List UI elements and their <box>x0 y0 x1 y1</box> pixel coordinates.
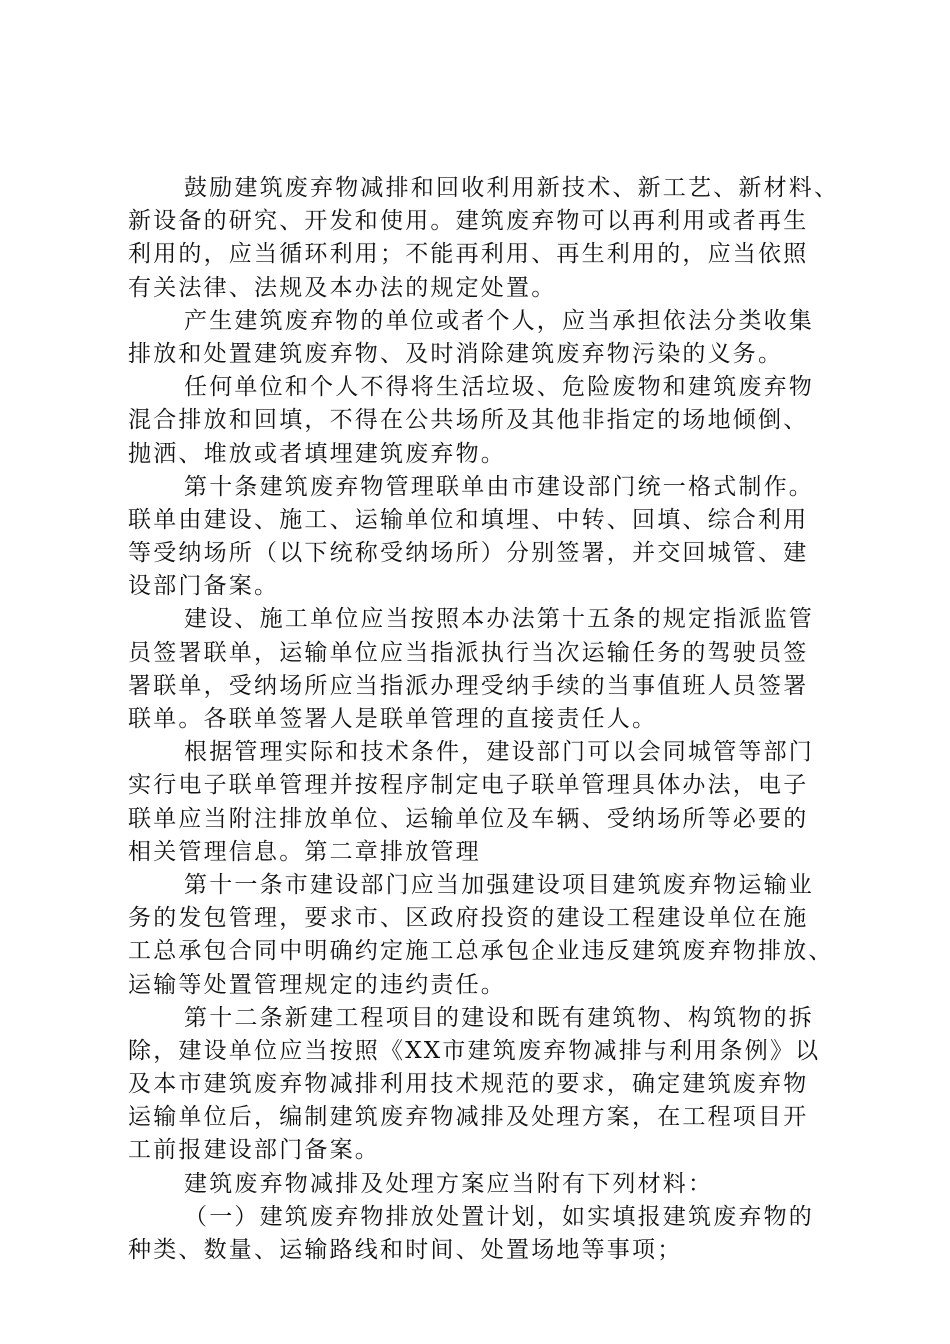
paragraph-line: 第十二条新建工程项目的建设和既有建筑物、构筑物的拆 <box>184 1004 814 1031</box>
paragraph-line: 员签署联单，运输单位应当指派执行当次运输任务的驾驶员签 <box>128 639 809 666</box>
paragraph-line: 产生建筑废弃物的单位或者个人，应当承担依法分类收集 <box>184 307 814 334</box>
paragraph-line: 联单由建设、施工、运输单位和填埋、中转、回填、综合利用 <box>128 506 809 533</box>
paragraph-line: 利用的，应当循环利用；不能再利用、再生利用的，应当依照 <box>128 241 809 268</box>
paragraph-line: 工总承包合同中明确约定施工总承包企业违反建筑废弃物排放、 <box>128 938 834 965</box>
document-body <box>128 172 848 1267</box>
paragraph-line: 根据管理实际和技术条件，建设部门可以会同城管等部门 <box>184 739 814 766</box>
paragraph-line: 种类、数量、运输路线和时间、处置场地等事项； <box>128 1237 683 1263</box>
paragraph-line: 工前报建设部门备案。 <box>128 1137 380 1164</box>
paragraph-line: 第十一条市建设部门应当加强建设项目建筑废弃物运输业 <box>184 871 814 898</box>
paragraph-line: 新设备的研究、开发和使用。建筑废弃物可以再利用或者再生 <box>128 208 809 235</box>
paragraph-line: 等受纳场所（以下统称受纳场所）分别签署，并交回城管、建 <box>128 540 809 567</box>
paragraph-line: 建筑废弃物减排及处理方案应当附有下列材料： <box>184 1170 714 1197</box>
paragraph-line: 运输单位后，编制建筑废弃物减排及处理方案，在工程项目开 <box>128 1104 809 1131</box>
paragraph-line: 第十条建筑废弃物管理联单由市建设部门统一格式制作。 <box>184 473 814 500</box>
paragraph-line: 混合排放和回填，不得在公共场所及其他非指定的场地倾倒、 <box>128 407 809 434</box>
paragraph-line: 实行电子联单管理并按程序制定电子联单管理具体办法，电子 <box>128 772 809 799</box>
paragraph-line: 任何单位和个人不得将生活垃圾、危险废物和建筑废弃物 <box>184 374 814 401</box>
paragraph-line: 设部门备案。 <box>128 573 280 600</box>
paragraph-line: 抛洒、堆放或者填埋建筑废弃物。 <box>128 440 506 467</box>
paragraph-line: 运输等处置管理规定的违约责任。 <box>128 971 506 998</box>
paragraph-line: 除，建设单位应当按照《XX市建筑废弃物减排与利用条例》以 <box>128 1037 821 1064</box>
paragraph-line: 排放和处置建筑废弃物、及时消除建筑废弃物污染的义务。 <box>128 340 784 367</box>
paragraph-line: （一）建筑废弃物排放处置计划，如实填报建筑废弃物的 <box>184 1203 814 1230</box>
paragraph-line: 署联单，受纳场所应当指派办理受纳手续的当事值班人员签署 <box>128 672 809 699</box>
paragraph-line: 务的发包管理，要求市、区政府投资的建设工程建设单位在施 <box>128 905 809 932</box>
paragraph-line: 联单应当附注排放单位、运输单位及车辆、受纳场所等必要的 <box>128 805 809 832</box>
paragraph-line: 鼓励建筑废弃物减排和回收利用新技术、新工艺、新材料、 <box>184 175 840 201</box>
paragraph-line: 及本市建筑废弃物减排利用技术规范的要求，确定建筑废弃物 <box>128 1071 809 1098</box>
paragraph-line: 联单。各联单签署人是联单管理的直接责任人。 <box>128 706 658 732</box>
paragraph-line: 有关法律、法规及本办法的规定处置。 <box>128 274 557 301</box>
paragraph-line: 建设、施工单位应当按照本办法第十五条的规定指派监管 <box>184 606 814 633</box>
paragraph-line: 相关管理信息。第二章排放管理 <box>128 838 481 865</box>
